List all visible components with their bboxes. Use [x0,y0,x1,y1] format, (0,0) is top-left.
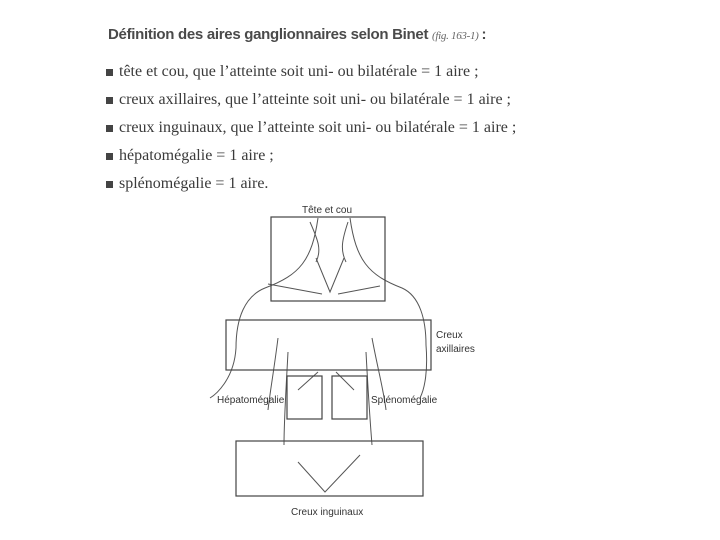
inguinal-label: Creux inguinaux [291,507,364,518]
clavicle-left [268,284,322,294]
groin-v [298,455,360,492]
spleen-label: Splénomégalie [371,395,438,406]
list-item-text: splénomégalie = 1 aire. [119,175,269,192]
axillary-box [226,320,431,370]
axillary-label-line1: Creux [436,330,463,341]
liver-box [287,376,322,419]
title-text: Définition des aires ganglionnaires selon Binet [108,26,429,43]
collar-v [316,258,344,292]
figure-reference: (fig. 163-1) [432,30,479,42]
list-item-text: tête et cou, que l’atteinte soit uni- ou bilatérale = 1 aire ; [119,63,479,80]
body-outline-right [350,218,427,398]
title-colon: : [481,26,487,43]
liver-label: Hépatomégalie [217,395,285,406]
rib-right [336,372,354,390]
list-item-text: hépatomégalie = 1 aire ; [119,147,274,164]
clavicle-right [338,286,380,294]
axillary-label-line2: axillaires [436,344,475,355]
head-neck-label: Tête et cou [302,205,353,216]
spleen-box [332,376,367,419]
list-item-text: creux axillaires, que l’atteinte soit uni- ou bilatérale = 1 aire ; [119,91,511,108]
body-outline-left [210,218,318,398]
neck-left [310,222,319,262]
list-item-text: creux inguinaux, que l’atteinte soit uni- ou bilatérale = 1 aire ; [119,119,517,136]
neck-right [342,222,348,262]
rib-left [298,372,318,390]
